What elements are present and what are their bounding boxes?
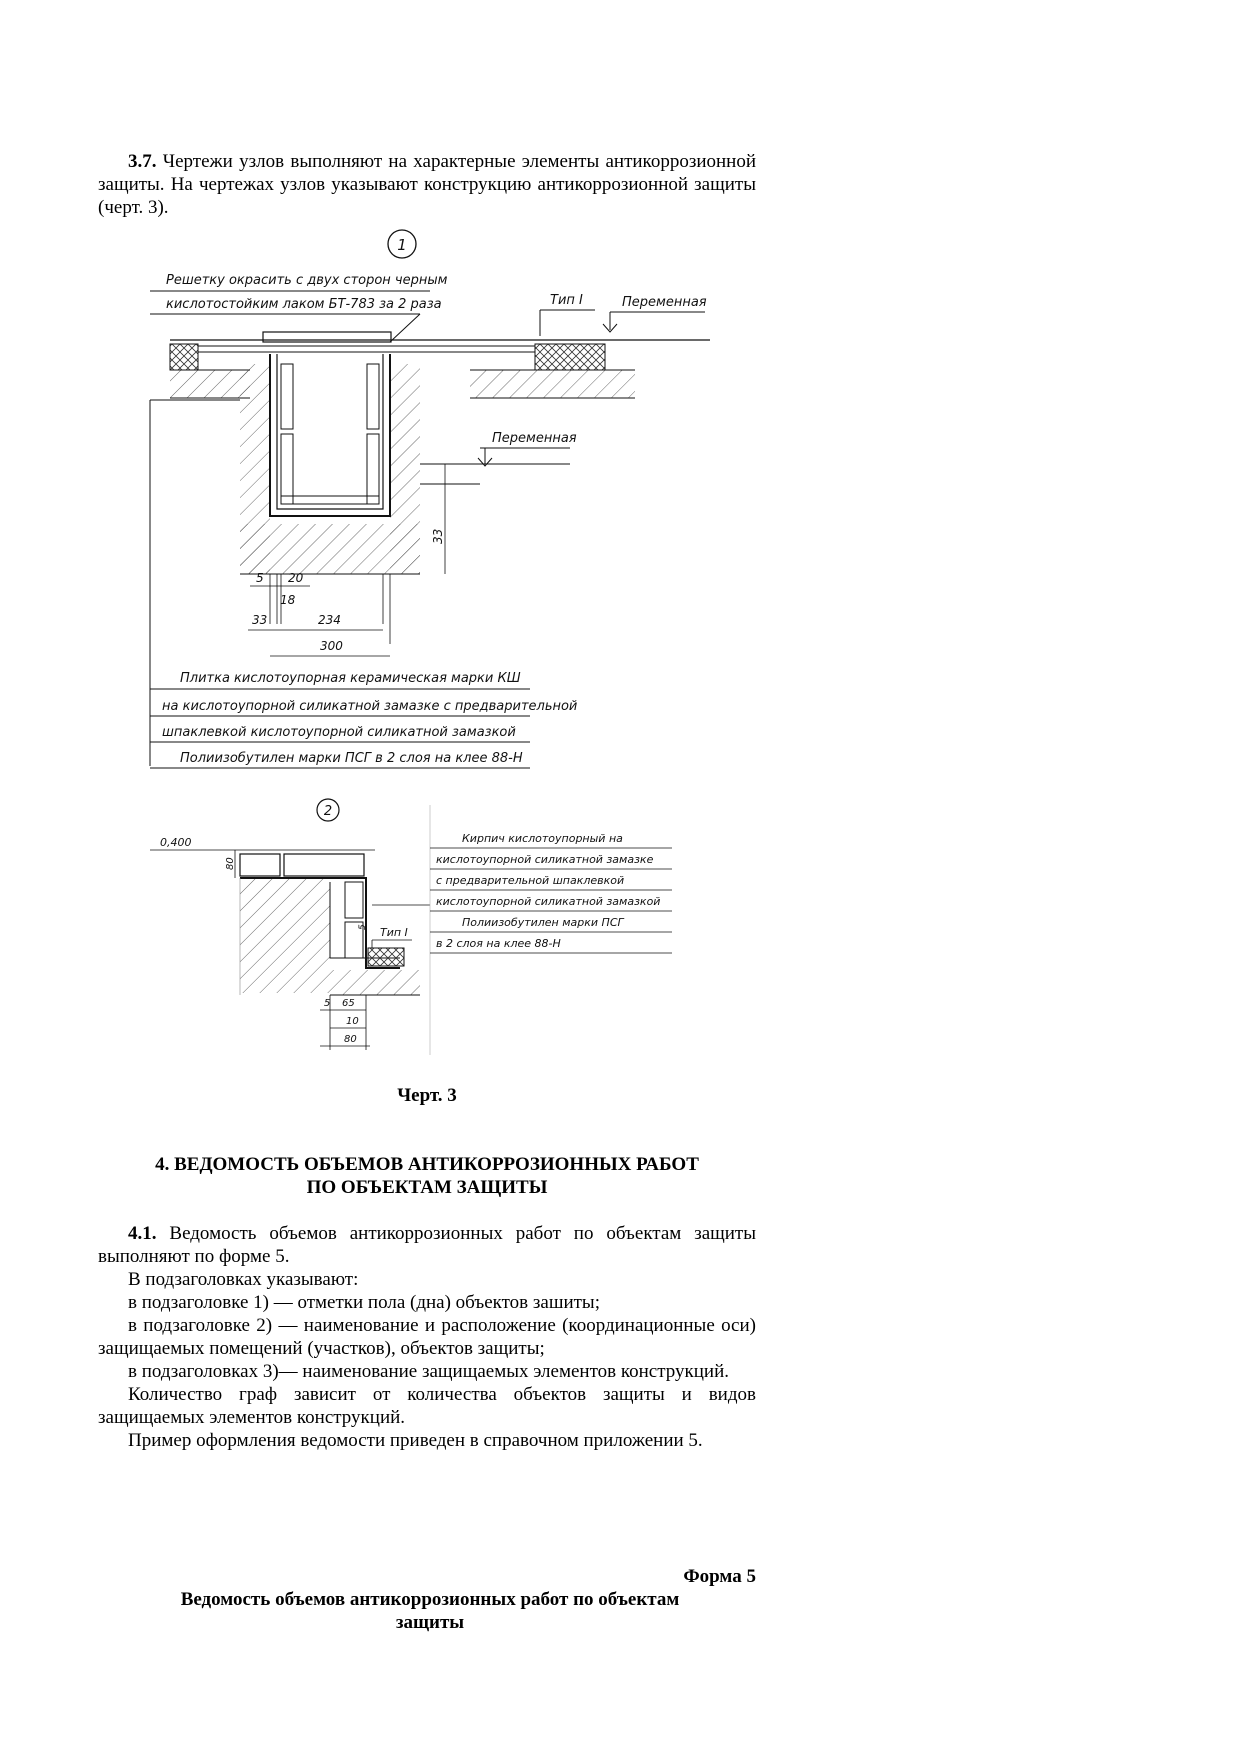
form-label: Форма 5 [683,1566,756,1587]
paragraph-1 [98,1222,756,1268]
legend-line-2: кислотоупорной силикатной замазке [436,853,654,866]
dim-80-vertical: 80 [225,857,236,870]
level-label-bottom: Переменная [492,431,577,446]
drawing-node-1 [140,224,720,784]
dim-5: 5 [324,998,331,1009]
legend-line-4: кислотоупорной силикатной замазкой [436,895,661,908]
note-line-1: Решетку окрасить с двух сторон черным [166,273,448,288]
section-heading-line-1: 4. ВЕДОМОСТЬ ОБЪЕМОВ АНТИКОРРОЗИОННЫХ РАБОТ [155,1154,699,1175]
paragraph-3: в подзаголовке 1) — отметки пола (дна) объектов зашиты; [128,1292,600,1313]
dim-234: 234 [318,613,341,627]
node-marker-label: 2 [323,804,333,819]
dim-33: 33 [252,613,268,627]
paragraph-1-text: Ведомость объемов антикоррозионных работ по объектам защиты выполняют по форме 5. [98,1223,756,1267]
node-marker-label: 1 [397,236,407,254]
legend-line-3: с предварительной шпаклевкой [436,874,625,887]
type-label: Тип I [380,926,408,939]
legend-line-3: шпаклевкой кислотоупорной силикатной замазкой [162,725,516,740]
legend-line-4: Полиизобутилен марки ПСГ в 2 слоя на клее 88-Н [180,751,523,766]
form-title-line-1: Ведомость объемов антикоррозионных работ по объектам [180,1589,680,1610]
section-heading [98,1153,756,1199]
form-label-block [98,1565,756,1588]
dim-300: 300 [320,639,343,653]
legend-line-1: Плитка кислотоупорная керамическая марки КШ [180,671,521,686]
section-3-7 [98,150,756,219]
paragraph-6: Количество граф зависит от количества объектов защиты и видов защищаемых элементов конструкций. [98,1384,756,1428]
dim-10: 10 [346,1016,359,1027]
level-label-top: Переменная [622,295,707,310]
section-text: Чертежи узлов выполняют на характерные элементы антикоррозионной защиты. На чертежах узлов указывают конструкцию антикоррозионной защиты (черт. 3). [98,151,756,218]
section-number: 4.1. [128,1223,157,1244]
dim-5-vertical: 5 [358,924,368,930]
dim-33-vertical: 33 [431,528,445,544]
dim-18: 18 [280,593,296,607]
section-3-7-paragraph [98,150,756,219]
dim-65: 65 [342,998,355,1009]
dim-5: 5 [256,571,264,585]
type-label: Тип I [550,293,583,308]
dim-20: 20 [288,571,304,585]
section-heading-line-2: ПО ОБЪЕКТАМ ЗАЩИТЫ [306,1177,548,1198]
paragraph-5: в подзаголовках 3)— наименование защищаемых элементов конструкций. [128,1361,730,1382]
section-number: 3.7. [128,151,157,172]
note-line-2: кислотостойким лаком БТ-783 за 2 раза [166,297,442,312]
paragraph-7: Пример оформления ведомости приведен в справочном приложении 5. [128,1430,703,1451]
form-title-line-2: защиты [395,1612,465,1633]
legend-line-6: в 2 слоя на клее 88-Н [436,937,561,950]
legend-line-5: Полиизобутилен марки ПСГ [462,916,624,929]
section-4-1 [98,1222,756,1452]
form-title [140,1588,720,1634]
level-label: 0,400 [160,836,192,849]
drawing-node-2 [140,790,700,1065]
paragraph-2: В подзаголовках указывают: [128,1269,359,1290]
legend-line-2: на кислотоупорной силикатной замазке с предварительной [162,699,578,714]
paragraph-4: в подзаголовке 2) — наименование и расположение (координационные оси) защищаемых помещений (участков), объектов защиты; [98,1315,756,1359]
dim-80: 80 [344,1034,357,1045]
legend-line-1: Кирпич кислотоупорный на [462,832,623,845]
figure-caption: Черт. 3 [397,1085,457,1106]
